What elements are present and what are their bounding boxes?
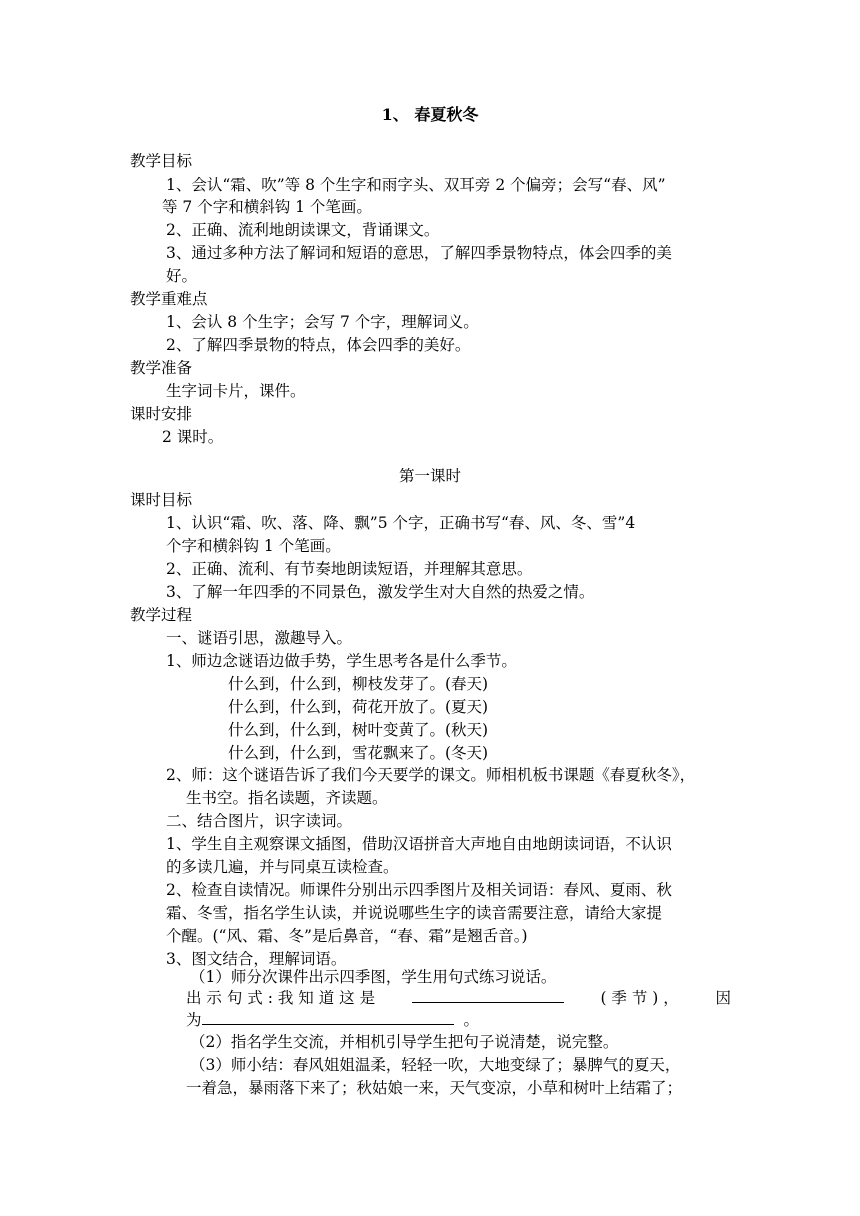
schedule-heading: 课时安排 bbox=[130, 405, 193, 423]
goal-line-3a: 3、通过多种方法了解词和短语的意思，了解四季景物特点，体会四季的美 bbox=[166, 244, 672, 262]
lesson1-goal-2: 2、正确、流利、有节奏地朗读短语，并理解其意思。 bbox=[166, 560, 533, 578]
process-step-1-2a: 2、师：这个谜语告诉了我们今天要学的课文。师相机板书课题《春夏秋冬》， bbox=[166, 766, 696, 784]
key-point-2: 2、了解四季景物的特点，体会四季的美好。 bbox=[166, 336, 471, 354]
lesson1-goals-heading: 课时目标 bbox=[130, 491, 193, 509]
pattern-season: ( 季 节 ) ， bbox=[600, 989, 679, 1007]
reason-line bbox=[186, 1008, 479, 1030]
goal-line-2: 2、正确、流利地朗读课文，背诵课文。 bbox=[166, 221, 440, 239]
process-step-2: 二、结合图片，识字读词。 bbox=[166, 812, 353, 830]
key-point-1: 1、会认 8 个生字；会写 7 个字，理解词义。 bbox=[166, 313, 479, 331]
page-title: 1、 春夏秋冬 bbox=[381, 105, 479, 124]
goal-line-3b: 好。 bbox=[166, 267, 198, 285]
sub-step-3b: 一着急，暴雨落下来了；秋姑娘一来，天气变凉，小草和树叶上结霜了； bbox=[186, 1079, 683, 1097]
process-step-2-2b: 霜、冬雪，指名学生认读，并说说哪些生字的读音需要注意，请给大家提 bbox=[166, 904, 663, 922]
process-step-2-1a: 1、学生自主观察课文插图，借助汉语拼音大声地自由地朗读词语，不认识 bbox=[166, 835, 672, 853]
sentence-pattern-line bbox=[186, 986, 731, 1009]
process-step-2-3: 3、图文结合，理解词语。 bbox=[166, 950, 347, 968]
process-step-2-2a: 2、检查自读情况。师课件分别出示四季图片及相关词语：春风、夏雨、秋 bbox=[166, 881, 672, 899]
riddle-line: 什么到，什么到，树叶变黄了。(秋天) bbox=[228, 721, 489, 739]
lesson1-goal-3: 3、了解一年四季的不同景色，激发学生对大自然的热爱之情。 bbox=[166, 583, 595, 601]
pattern-end: 。 bbox=[463, 1011, 480, 1029]
lesson1-goal-1b: 个字和横斜钩 1 个笔画。 bbox=[166, 537, 341, 555]
lesson1-heading: 第一课时 bbox=[398, 467, 461, 485]
sub-step-1: （1）师分次课件出示四季图，学生用句式练习说话。 bbox=[190, 968, 557, 986]
season-blank bbox=[412, 986, 564, 1003]
preparation-heading: 教学准备 bbox=[130, 359, 193, 377]
sub-step-3a: （3）师小结：春风姐姐温柔，轻轻一吹，大地变绿了；暴脾气的夏天， bbox=[190, 1056, 681, 1074]
reason-blank bbox=[202, 1008, 454, 1025]
preparation-line: 生字词卡片，课件。 bbox=[166, 382, 306, 400]
goals-heading: 教学目标 bbox=[130, 152, 193, 170]
pattern-because-a: 因 bbox=[715, 989, 731, 1007]
schedule-line: 2 课时。 bbox=[162, 428, 224, 446]
process-heading: 教学过程 bbox=[130, 606, 193, 624]
riddle-line: 什么到，什么到，荷花开放了。(夏天) bbox=[228, 698, 489, 716]
goal-line-1a: 1、会认“霜、吹”等 8 个生字和雨字头、双耳旁 2 个偏旁；会写“春、风” bbox=[166, 176, 666, 194]
pattern-because-b: 为 bbox=[186, 1011, 202, 1029]
riddle-line: 什么到，什么到，雪花飘来了。(冬天) bbox=[228, 744, 489, 762]
pattern-lead: 出 示 句 式 : 我 知 道 这 是 bbox=[186, 989, 376, 1007]
process-step-1-2b: 生书空。指名读题，齐读题。 bbox=[186, 789, 388, 807]
riddle-line: 什么到，什么到，柳枝发芽了。(春天) bbox=[228, 675, 489, 693]
process-step-2-2c: 个醒。(“风、霜、冬”是后鼻音，“春、霜”是翘舌音。) bbox=[166, 927, 528, 945]
lesson1-goal-1a: 1、认识“霜、吹、落、降、飘”5 个字，正确书写“春、风、冬、雪”4 bbox=[166, 514, 636, 532]
process-step-2-1b: 的多读几遍，并与同桌互读检查。 bbox=[166, 858, 399, 876]
goal-line-1b: 等 7 个字和横斜钩 1 个笔画。 bbox=[162, 198, 372, 216]
sub-step-2: （2）指名学生交流，并相机引导学生把句子说清楚，说完整。 bbox=[190, 1033, 619, 1051]
process-step-1-1: 1、师边念谜语边做手势，学生思考各是什么季节。 bbox=[166, 652, 517, 670]
process-step-1: 一、谜语引思，激趣导入。 bbox=[166, 629, 353, 647]
key-points-heading: 教学重难点 bbox=[130, 290, 208, 308]
